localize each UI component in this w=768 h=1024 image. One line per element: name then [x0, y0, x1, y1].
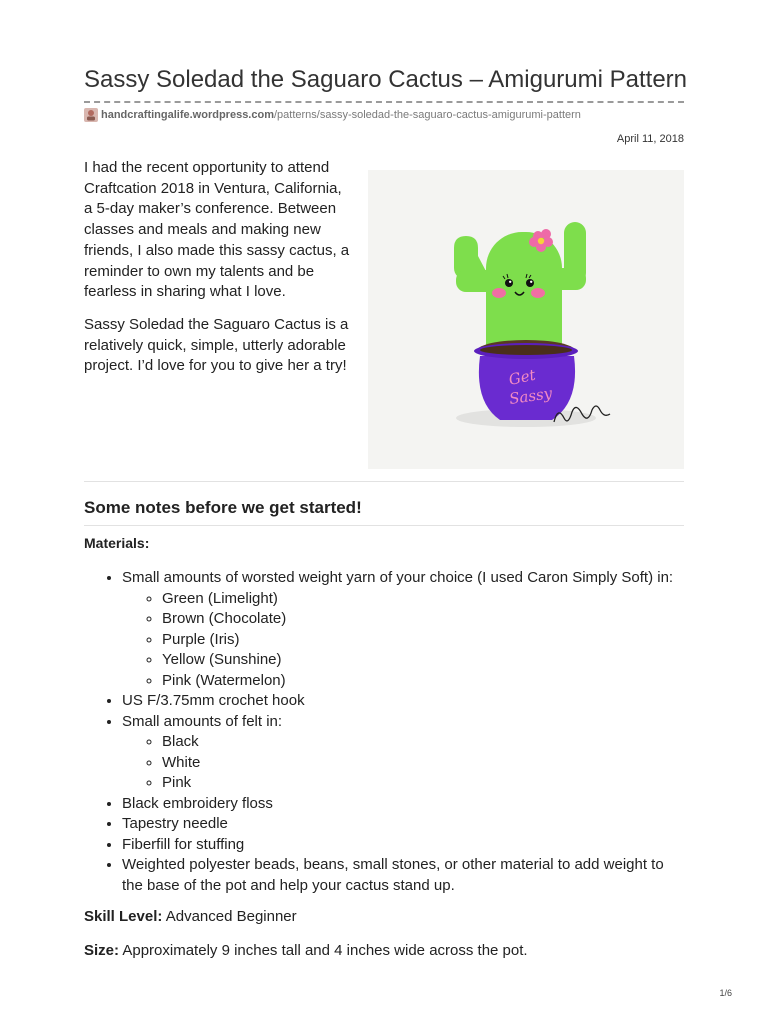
list-item: ◦ Pink: [162, 773, 688, 794]
list-item: • Weighted polyester beads, beans, small stones, or other material to add weight to the base of the pot and help your cactus stand up.: [122, 855, 688, 896]
section-heading: Some notes before we get started!: [84, 498, 362, 517]
materials-label: Materials:: [84, 535, 150, 551]
list-item: ◦ Black: [162, 732, 688, 753]
skill-level: [84, 907, 688, 928]
list-item: • US F/3.75mm crochet hook: [122, 691, 688, 712]
list-item: ◦ Yellow (Sunshine): [162, 650, 688, 671]
intro-paragraph: Sassy Soledad the Saguaro Cactus is a relatively quick, simple, utterly adorable project. I’d love for you to give her a try!: [84, 315, 349, 375]
pot-text: Get: [507, 365, 538, 389]
list-item: ◦ Green (Limelight): [162, 589, 688, 610]
list-item: • Black embroidery floss: [122, 794, 688, 815]
size-label: Size:: [84, 942, 120, 959]
list-item: ◦ Brown (Chocolate): [162, 609, 688, 630]
list-item: • Small amounts of felt in: ◦ Black ◦ White ◦ Pink: [122, 712, 688, 794]
intro-paragraph: I had the recent opportunity to attend Craftcation 2018 in Ventura, California, a 5-day maker’s conference. Between classes and meals and making new friends, I also made this sassy cactus, a reminder to own my talents and be fearless in sharing what I love.: [84, 159, 350, 301]
list-item: • Fiberfill for stuffing: [122, 835, 688, 856]
size-info: [84, 941, 688, 962]
page-title: Sassy Soledad the Saguaro Cactus – Amigurumi Pattern: [84, 66, 687, 93]
list-item: • Tapestry needle: [122, 814, 688, 835]
list-item: ◦ White: [162, 753, 688, 774]
list-item: ◦ Purple (Iris): [162, 630, 688, 651]
size-value: Approximately 9 inches tall and 4 inches wide across the pot.: [122, 942, 528, 959]
list-item: • Small amounts of worsted weight yarn of your choice (I used Caron Simply Soft) in: ◦ Green (Limelight) ◦ Brown (Chocolate) ◦ Purple (Iris) ◦ Yellow (Sunshine) ◦ Pink (Watermelon): [122, 568, 688, 691]
skill-label: Skill Level:: [84, 908, 163, 925]
page-number: 1/6: [719, 988, 732, 998]
pot-text: Sassy: [508, 384, 554, 408]
materials-list: [84, 568, 688, 896]
source-link[interactable]: [84, 106, 581, 124]
list-item: ◦ Pink (Watermelon): [162, 671, 688, 692]
source-domain[interactable]: handcraftingalife.wordpress.com: [101, 109, 274, 121]
section-divider: [84, 481, 684, 482]
site-favicon-icon: [84, 108, 98, 122]
cactus-photo: [368, 170, 684, 469]
skill-value: Advanced Beginner: [165, 908, 297, 925]
intro-text: [84, 158, 354, 389]
source-path[interactable]: /patterns/sassy-soledad-the-saguaro-cactus-amigurumi-pattern: [273, 109, 581, 121]
title-divider: [84, 101, 684, 103]
section-divider: [84, 525, 684, 526]
publish-date: April 11, 2018: [616, 133, 684, 145]
